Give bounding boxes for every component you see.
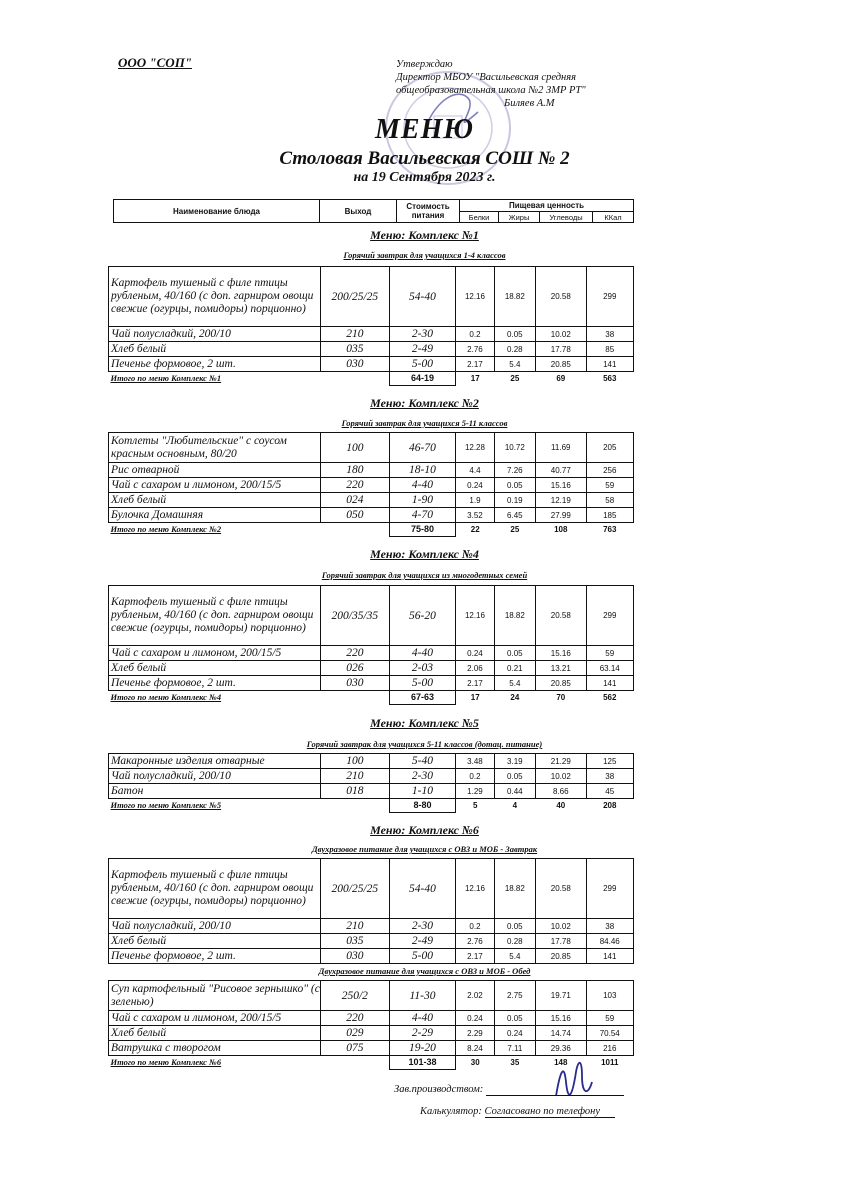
total-fat: 24 — [510, 693, 520, 702]
dish-output: 100 — [321, 754, 390, 769]
table-row — [109, 1011, 634, 1026]
dish-price: 2-30 — [389, 919, 456, 934]
dish-price: 46-70 — [389, 433, 456, 463]
table-row — [109, 267, 634, 327]
dish-output: 035 — [321, 934, 390, 949]
menu-table — [108, 266, 634, 386]
table-row — [109, 934, 634, 949]
dish-name: Печенье формовое, 2 шт. — [109, 949, 321, 964]
school-line: общеобразовательная школа №2 ЗМР РТ" — [396, 85, 586, 96]
dish-fat: 0.05 — [494, 769, 535, 784]
total-price: 64-19 — [389, 372, 456, 386]
dish-protein: 0.24 — [456, 646, 494, 661]
dish-fat: 3.19 — [494, 754, 535, 769]
dish-price: 5-40 — [389, 754, 456, 769]
dish-kcal: 141 — [586, 949, 634, 964]
dish-protein: 8.24 — [456, 1041, 494, 1056]
dish-protein: 3.48 — [456, 754, 494, 769]
dish-price: 2-49 — [389, 934, 456, 949]
dish-output: 018 — [321, 784, 390, 799]
dish-output: 035 — [321, 342, 390, 357]
section-subtitle: Двухразовое питание для учащихся с ОВЗ и МОБ - Обед — [318, 966, 531, 976]
signatory-name: Биляев А.М — [504, 98, 555, 109]
total-fat: 25 — [510, 525, 520, 534]
dish-name: Батон — [109, 784, 321, 799]
production-signature-field — [486, 1084, 624, 1096]
dish-kcal: 38 — [586, 919, 634, 934]
dish-kcal: 141 — [586, 357, 634, 372]
dish-price: 2-29 — [389, 1026, 456, 1041]
total-protein: 17 — [470, 693, 480, 702]
section-title: Меню: Комплекс №6 — [370, 823, 479, 837]
calculator-line — [420, 1106, 615, 1118]
table-row — [109, 949, 634, 964]
total-carbs: 108 — [554, 525, 568, 534]
dish-protein: 0.24 — [456, 1011, 494, 1026]
table-row — [109, 586, 634, 646]
dish-fat: 5.4 — [494, 949, 535, 964]
dish-fat: 0.44 — [494, 784, 535, 799]
dish-output: 075 — [321, 1041, 390, 1056]
dish-carbs: 17.78 — [536, 342, 586, 357]
dish-price: 54-40 — [389, 267, 456, 327]
dish-fat: 0.28 — [494, 934, 535, 949]
table-row — [109, 433, 634, 463]
table-row — [109, 646, 634, 661]
dish-kcal: 125 — [586, 754, 634, 769]
dish-name: Чай полусладкий, 200/10 — [109, 769, 321, 784]
table-row — [109, 754, 634, 769]
section-subtitle: Горячий завтрак для учащихся 5-11 классов — [341, 418, 508, 428]
dish-carbs: 12.19 — [536, 493, 586, 508]
col-fat-header: Жиры — [499, 212, 540, 223]
table-row — [109, 357, 634, 372]
total-fat: 35 — [510, 1058, 520, 1067]
dish-output: 220 — [321, 1011, 390, 1026]
total-label: Итого по меню Комплекс №1 — [110, 373, 222, 383]
dish-fat: 7.11 — [494, 1041, 535, 1056]
menu-table — [108, 858, 634, 964]
table-row — [109, 919, 634, 934]
section-title: Меню: Комплекс №2 — [370, 396, 479, 410]
dish-carbs: 10.02 — [536, 327, 586, 342]
dish-carbs: 20.85 — [536, 676, 586, 691]
total-carbs: 40 — [556, 801, 566, 810]
table-row — [109, 769, 634, 784]
dish-protein: 3.52 — [456, 508, 494, 523]
dish-protein: 2.29 — [456, 1026, 494, 1041]
dish-carbs: 20.85 — [536, 357, 586, 372]
dish-output: 210 — [321, 769, 390, 784]
dish-carbs: 19.71 — [536, 981, 586, 1011]
dish-kcal: 141 — [586, 676, 634, 691]
dish-protein: 2.76 — [456, 934, 494, 949]
dish-price: 19-20 — [389, 1041, 456, 1056]
dish-price: 1-90 — [389, 493, 456, 508]
table-row — [109, 508, 634, 523]
dish-carbs: 8.66 — [536, 784, 586, 799]
total-kcal: 562 — [603, 693, 617, 702]
total-label: Итого по меню Комплекс №5 — [110, 800, 222, 810]
dish-fat: 0.19 — [494, 493, 535, 508]
dish-carbs: 40.77 — [536, 463, 586, 478]
production-signature-line — [394, 1084, 624, 1096]
dish-name: Чай с сахаром и лимоном, 200/15/5 — [109, 478, 321, 493]
dish-fat: 0.28 — [494, 342, 535, 357]
dish-fat: 0.05 — [494, 327, 535, 342]
dish-kcal: 38 — [586, 769, 634, 784]
dish-carbs: 17.78 — [536, 934, 586, 949]
dish-fat: 0.05 — [494, 919, 535, 934]
dish-output: 180 — [321, 463, 390, 478]
col-carbs-header: Углеводы — [540, 212, 593, 223]
total-protein: 22 — [470, 525, 480, 534]
table-row — [109, 1026, 634, 1041]
dish-fat: 0.24 — [494, 1026, 535, 1041]
dish-name: Котлеты "Любительские" с соусом красным основным, 80/20 — [109, 433, 321, 463]
total-carbs: 69 — [556, 374, 566, 383]
total-row — [109, 372, 634, 386]
calculator-label: Калькулятор: — [420, 1106, 482, 1117]
dish-protein: 12.28 — [456, 433, 494, 463]
dish-output: 200/25/25 — [321, 859, 390, 919]
production-label: Зав.производством: — [394, 1084, 484, 1095]
dish-kcal: 216 — [586, 1041, 634, 1056]
total-fat: 25 — [510, 374, 520, 383]
dish-protein: 1.9 — [456, 493, 494, 508]
dish-price: 5-00 — [389, 676, 456, 691]
dish-protein: 12.16 — [456, 267, 494, 327]
dish-kcal: 58 — [586, 493, 634, 508]
dish-output: 024 — [321, 493, 390, 508]
dish-carbs: 10.02 — [536, 769, 586, 784]
dish-kcal: 85 — [586, 342, 634, 357]
page-subtitle: Столовая Васильевская СОШ № 2 — [279, 148, 570, 169]
dish-fat: 18.82 — [494, 267, 535, 327]
section-title: Меню: Комплекс №1 — [370, 228, 479, 242]
column-header-table — [113, 199, 634, 223]
dish-kcal: 185 — [586, 508, 634, 523]
table-row — [109, 676, 634, 691]
dish-fat: 0.05 — [494, 646, 535, 661]
section-subtitle: Горячий завтрак для учащихся из многодетных семей — [321, 570, 528, 580]
total-carbs: 148 — [554, 1058, 568, 1067]
total-price: 101-38 — [389, 1056, 456, 1070]
dish-fat: 18.82 — [494, 586, 535, 646]
dish-name: Чай полусладкий, 200/10 — [109, 919, 321, 934]
dish-fat: 5.4 — [494, 676, 535, 691]
total-price: 8-80 — [389, 799, 456, 813]
dish-name: Картофель тушеный с филе птицы рубленым, 40/160 (с доп. гарниром овощи свежие (огурцы, помидоры) порционно) — [109, 859, 321, 919]
dish-protein: 2.06 — [456, 661, 494, 676]
dish-protein: 2.17 — [456, 676, 494, 691]
dish-name: Рис отварной — [109, 463, 321, 478]
table-row — [109, 327, 634, 342]
dish-protein: 2.76 — [456, 342, 494, 357]
dish-fat: 0.05 — [494, 478, 535, 493]
table-row — [109, 493, 634, 508]
dish-price: 2-30 — [389, 327, 456, 342]
dish-carbs: 20.58 — [536, 267, 586, 327]
col-nutrition-header: Пищевая ценность — [460, 200, 634, 212]
table-row — [109, 463, 634, 478]
dish-fat: 0.21 — [494, 661, 535, 676]
dish-fat: 5.4 — [494, 357, 535, 372]
dish-fat: 10.72 — [494, 433, 535, 463]
col-name-header: Наименование блюда — [114, 200, 320, 223]
dish-protein: 4.4 — [456, 463, 494, 478]
total-kcal: 763 — [603, 525, 617, 534]
dish-kcal: 256 — [586, 463, 634, 478]
dish-name: Хлеб белый — [109, 1026, 321, 1041]
dish-carbs: 20.58 — [536, 586, 586, 646]
dish-output: 030 — [321, 357, 390, 372]
dish-output: 200/25/25 — [321, 267, 390, 327]
dish-name: Чай полусладкий, 200/10 — [109, 327, 321, 342]
dish-output: 026 — [321, 661, 390, 676]
dish-price: 18-10 — [389, 463, 456, 478]
table-row — [109, 784, 634, 799]
dish-output: 220 — [321, 478, 390, 493]
table-row — [109, 859, 634, 919]
dish-carbs: 15.16 — [536, 646, 586, 661]
dish-price: 2-49 — [389, 342, 456, 357]
dish-name: Печенье формовое, 2 шт. — [109, 357, 321, 372]
dish-protein: 0.2 — [456, 327, 494, 342]
approval-block — [396, 58, 586, 110]
dish-protein: 1.29 — [456, 784, 494, 799]
col-price-header: Стоимость питания — [397, 200, 460, 223]
dish-kcal: 70.54 — [586, 1026, 634, 1041]
total-label: Итого по меню Комплекс №6 — [110, 1057, 222, 1067]
dish-kcal: 59 — [586, 646, 634, 661]
dish-price: 2-30 — [389, 769, 456, 784]
section-subtitle: Двухразовое питание для учащихся с ОВЗ и МОБ - Завтрак — [311, 844, 538, 854]
total-row — [109, 691, 634, 705]
dish-carbs: 20.58 — [536, 859, 586, 919]
dish-price: 1-10 — [389, 784, 456, 799]
dish-fat: 6.45 — [494, 508, 535, 523]
col-output-header: Выход — [320, 200, 397, 223]
dish-protein: 12.16 — [456, 586, 494, 646]
total-protein: 30 — [470, 1058, 480, 1067]
dish-carbs: 10.02 — [536, 919, 586, 934]
dish-fat: 7.26 — [494, 463, 535, 478]
dish-output: 210 — [321, 919, 390, 934]
dish-output: 050 — [321, 508, 390, 523]
dish-name: Картофель тушеный с филе птицы рубленым, 40/160 (с доп. гарниром овощи свежие (огурцы, помидоры) порционно) — [109, 267, 321, 327]
dish-name: Хлеб белый — [109, 934, 321, 949]
section-title: Меню: Комплекс №5 — [370, 716, 479, 730]
dish-kcal: 205 — [586, 433, 634, 463]
total-protein: 5 — [472, 801, 478, 810]
dish-kcal: 299 — [586, 586, 634, 646]
dish-protein: 2.17 — [456, 949, 494, 964]
menu-table — [108, 432, 634, 537]
dish-output: 200/35/35 — [321, 586, 390, 646]
dish-fat: 18.82 — [494, 859, 535, 919]
dish-carbs: 29.36 — [536, 1041, 586, 1056]
dish-output: 030 — [321, 949, 390, 964]
dish-name: Хлеб белый — [109, 493, 321, 508]
dish-carbs: 27.99 — [536, 508, 586, 523]
dish-kcal: 59 — [586, 1011, 634, 1026]
dish-kcal: 38 — [586, 327, 634, 342]
dish-carbs: 20.85 — [536, 949, 586, 964]
total-kcal: 208 — [603, 801, 617, 810]
dish-name: Чай с сахаром и лимоном, 200/15/5 — [109, 646, 321, 661]
dish-protein: 12.16 — [456, 859, 494, 919]
menu-table — [108, 753, 634, 813]
dish-name: Печенье формовое, 2 шт. — [109, 676, 321, 691]
table-row — [109, 342, 634, 357]
total-carbs: 70 — [556, 693, 566, 702]
calculator-value: Согласовано по телефону — [485, 1106, 615, 1118]
dish-protein: 0.2 — [456, 919, 494, 934]
dish-price: 54-40 — [389, 859, 456, 919]
dish-carbs: 14.74 — [536, 1026, 586, 1041]
total-protein: 17 — [470, 374, 480, 383]
director-line: Директор МБОУ "Васильевская средняя — [396, 72, 577, 83]
dish-price: 56-20 — [389, 586, 456, 646]
dish-carbs: 15.16 — [536, 1011, 586, 1026]
dish-protein: 0.2 — [456, 769, 494, 784]
dish-output: 250/2 — [321, 981, 390, 1011]
page-title: МЕНЮ — [375, 114, 474, 145]
table-row — [109, 981, 634, 1011]
dish-kcal: 84.46 — [586, 934, 634, 949]
total-row — [109, 523, 634, 537]
total-kcal: 1011 — [601, 1058, 619, 1067]
col-protein-header: Белки — [460, 212, 499, 223]
total-label: Итого по меню Комплекс №4 — [110, 692, 222, 702]
section-subtitle: Горячий завтрак для учащихся 1-4 классов — [343, 250, 506, 260]
dish-output: 029 — [321, 1026, 390, 1041]
total-fat: 4 — [512, 801, 518, 810]
total-kcal: 563 — [603, 374, 617, 383]
dish-output: 100 — [321, 433, 390, 463]
total-price: 67-63 — [389, 691, 456, 705]
menu-table — [108, 585, 634, 705]
dish-price: 11-30 — [389, 981, 456, 1011]
dish-name: Суп картофельный "Рисовое зернышко" (с зеленью) — [109, 981, 321, 1011]
dish-kcal: 45 — [586, 784, 634, 799]
dish-protein: 2.17 — [456, 357, 494, 372]
dish-name: Булочка Домашняя — [109, 508, 321, 523]
dish-output: 210 — [321, 327, 390, 342]
dish-name: Хлеб белый — [109, 661, 321, 676]
dish-output: 030 — [321, 676, 390, 691]
dish-name: Чай с сахаром и лимоном, 200/15/5 — [109, 1011, 321, 1026]
dish-kcal: 103 — [586, 981, 634, 1011]
dish-price: 2-03 — [389, 661, 456, 676]
company-name: ООО "СОП" — [118, 55, 193, 70]
col-kcal-header: ККал — [593, 212, 634, 223]
total-row — [109, 799, 634, 813]
dish-price: 4-40 — [389, 646, 456, 661]
dish-carbs: 11.69 — [536, 433, 586, 463]
dish-price: 5-00 — [389, 949, 456, 964]
dish-fat: 0.05 — [494, 1011, 535, 1026]
dish-price: 4-70 — [389, 508, 456, 523]
menu-date: на 19 Сентября 2023 г. — [353, 170, 496, 185]
dish-name: Макаронные изделия отварные — [109, 754, 321, 769]
dish-protein: 0.24 — [456, 478, 494, 493]
dish-carbs: 21.29 — [536, 754, 586, 769]
dish-kcal: 59 — [586, 478, 634, 493]
approve-label: Утверждаю — [396, 59, 453, 70]
section-subtitle: Горячий завтрак для учащихся 5-11 классов (дотац. питание) — [306, 739, 543, 749]
dish-carbs: 15.16 — [536, 478, 586, 493]
dish-protein: 2.02 — [456, 981, 494, 1011]
table-row — [109, 661, 634, 676]
dish-kcal: 299 — [586, 267, 634, 327]
dish-price: 4-40 — [389, 1011, 456, 1026]
dish-output: 220 — [321, 646, 390, 661]
dish-kcal: 299 — [586, 859, 634, 919]
dish-price: 5-00 — [389, 357, 456, 372]
section-title: Меню: Комплекс №4 — [370, 547, 479, 561]
dish-fat: 2.75 — [494, 981, 535, 1011]
total-label: Итого по меню Комплекс №2 — [110, 524, 222, 534]
dish-price: 4-40 — [389, 478, 456, 493]
dish-kcal: 63.14 — [586, 661, 634, 676]
dish-name: Ватрушка с творогом — [109, 1041, 321, 1056]
dish-name: Хлеб белый — [109, 342, 321, 357]
total-price: 75-80 — [389, 523, 456, 537]
dish-carbs: 13.21 — [536, 661, 586, 676]
table-row — [109, 478, 634, 493]
dish-name: Картофель тушеный с филе птицы рубленым, 40/160 (с доп. гарниром овощи свежие (огурцы, помидоры) порционно) — [109, 586, 321, 646]
